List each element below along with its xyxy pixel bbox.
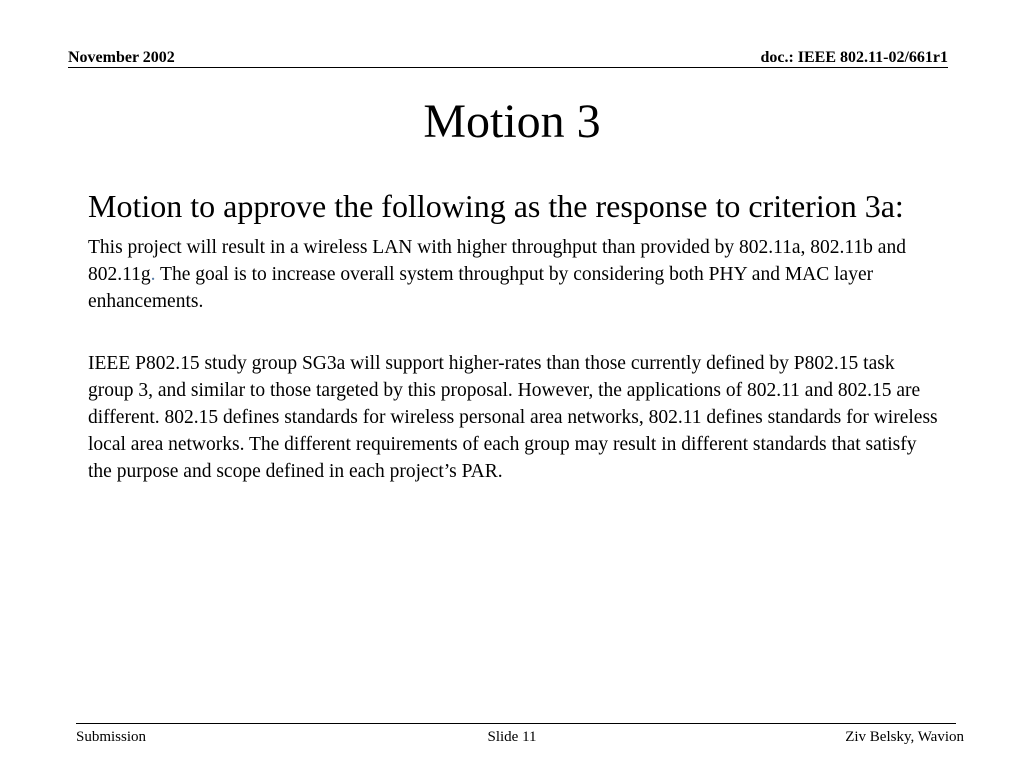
footer-submission: Submission — [76, 729, 147, 745]
paragraph-project-scope-part1: This project will result in a wireless LAN with higher throughput than provided by 802.11a, 802.11b and 802.11g — [88, 237, 906, 285]
footer-author: Ziv Belsky, Wavion — [845, 729, 964, 745]
motion-lead: Motion to approve the following as the response to criterion 3a: — [88, 188, 904, 224]
paragraph-project-scope — [88, 234, 938, 315]
header-document-id: doc.: IEEE 802.11-02/661r1 — [760, 49, 948, 66]
header-divider — [68, 67, 948, 68]
paragraph-project-scope-part2: The goal is to increase overall system throughput by considering both PHY and MAC layer enhancements. — [88, 264, 874, 312]
slide-title: Motion 3 — [423, 95, 601, 148]
header-date: November 2002 — [68, 49, 175, 66]
paragraph-project-scope-period: . — [150, 264, 156, 285]
footer-divider — [76, 723, 956, 724]
paragraph-802-15-comparison: IEEE P802.15 study group SG3a will support higher-rates than those currently defined by P802.15 task group 3, and similar to those targeted by this proposal. However, the applications of 802.11 and 802.15 are different. 802.15 defines standards for wireless personal area networks, 802.11 defines standards for wireless local area networks. The different requirements of each group may result in different standards that satisfy the purpose and scope defined in each project’s PAR. — [88, 353, 938, 482]
slide-body — [88, 186, 938, 485]
footer-slide-number: Slide 11 — [487, 729, 537, 745]
